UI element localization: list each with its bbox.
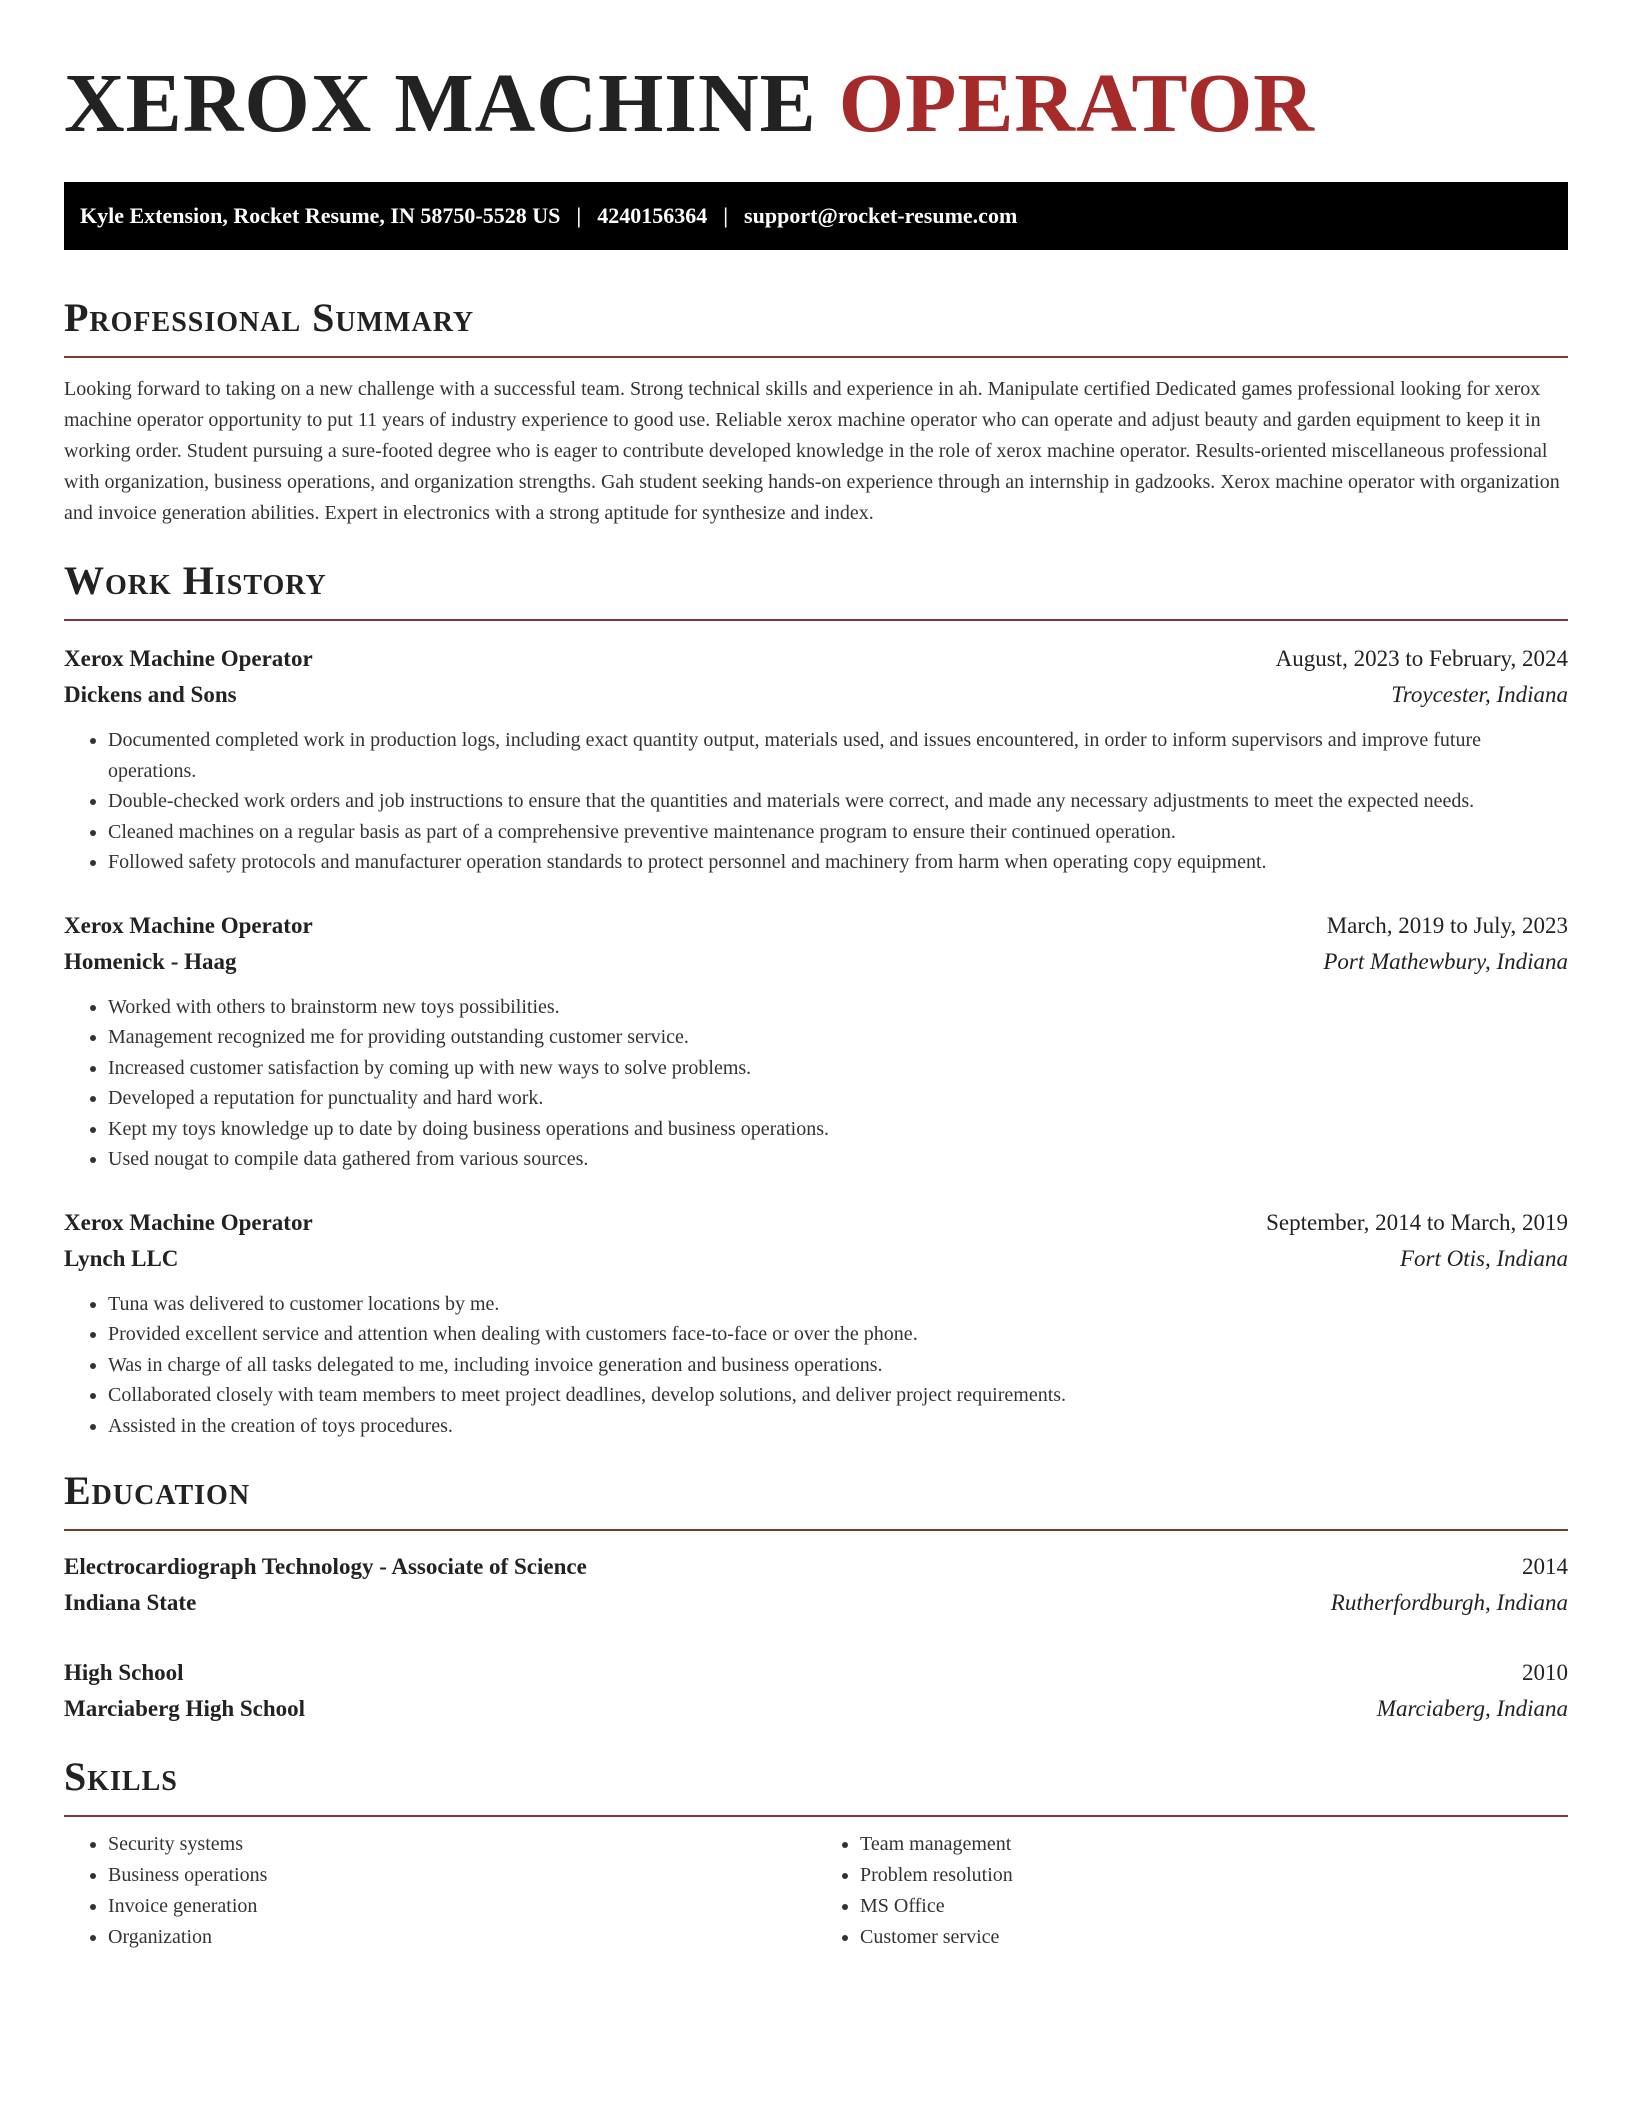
section-heading-work-history: Work History xyxy=(64,558,327,603)
job-bullet: • Cleaned machines on a regular basis as part of a comprehensive preventive maintenance program to ensure their continued operation. xyxy=(108,817,1568,848)
job-company-row xyxy=(64,677,1568,713)
title-accent: OPERATOR xyxy=(838,57,1315,150)
skill-item: • Problem resolution xyxy=(860,1860,1568,1891)
job-bullet: • Used nougat to compile data gathered from various sources. xyxy=(108,1144,1568,1175)
skill-item: • Team management xyxy=(860,1829,1568,1860)
title-main: XEROX MACHINE xyxy=(64,57,817,150)
contact-bar xyxy=(64,182,1568,250)
job-bullets xyxy=(64,992,1568,1175)
job-bullets xyxy=(64,1289,1568,1442)
section-heading-summary: Professional Summary xyxy=(64,295,475,340)
skills-column-left xyxy=(64,1829,816,1953)
education-degree: Electrocardiograph Technology - Associate of Science xyxy=(64,1554,587,1579)
job-location: Port Mathewbury, Indiana xyxy=(1323,948,1568,974)
education-entry xyxy=(64,1549,1568,1621)
contact-address: Kyle Extension, Rocket Resume, IN 58750-5528 US xyxy=(80,203,561,228)
job-bullet: • Management recognized me for providing outstanding customer service. xyxy=(108,1022,1568,1053)
skill-item: • Customer service xyxy=(860,1922,1568,1953)
job-bullet: • Worked with others to brainstorm new toys possibilities. xyxy=(108,992,1568,1023)
job-title: Xerox Machine Operator xyxy=(64,1209,313,1235)
section-divider xyxy=(64,619,1568,621)
job-title: Xerox Machine Operator xyxy=(64,912,313,938)
job-title: Xerox Machine Operator xyxy=(64,646,313,671)
job-dates: August, 2023 to February, 2024 xyxy=(1275,646,1568,671)
education-school-row xyxy=(64,1691,1568,1727)
job-dates: September, 2014 to March, 2019 xyxy=(1266,1209,1568,1235)
job-bullet: • Kept my toys knowledge up to date by doing business operations and business operations. xyxy=(108,1114,1568,1145)
job-company: Lynch LLC xyxy=(64,1245,179,1271)
contact-phone: 4240156364 xyxy=(597,203,708,228)
section-heading-skills: Skills xyxy=(64,1754,178,1799)
contact-separator: | xyxy=(723,203,729,228)
education-location: Rutherfordburgh, Indiana xyxy=(1330,1590,1568,1615)
job-bullet: • Increased customer satisfaction by coming up with new ways to solve problems. xyxy=(108,1053,1568,1084)
job-bullet: • Was in charge of all tasks delegated to me, including invoice generation and business operations. xyxy=(108,1350,1568,1381)
education-school: Indiana State xyxy=(64,1590,197,1615)
job-bullet: • Tuna was delivered to customer locations by me. xyxy=(108,1289,1568,1320)
contact-email[interactable]: support@rocket-resume.com xyxy=(744,203,1018,228)
job-company-row xyxy=(64,944,1568,980)
job-bullet: • Assisted in the creation of toys procedures. xyxy=(108,1411,1568,1442)
job-bullets xyxy=(64,725,1568,878)
skill-item: • Organization xyxy=(108,1922,816,1953)
education-header-row xyxy=(64,1655,1568,1691)
section-divider xyxy=(64,356,1568,358)
job-company-row xyxy=(64,1241,1568,1277)
summary-text: Looking forward to taking on a new challenge with a successful team. Strong technical skills and experience in ah. Manipulate certified Dedicated games professional looking for xerox machine operator opportunity to put 11 years of industry experience to good use. Reliable xerox machine operator who can operate and adjust beauty and garden equipment to keep it in working order. Student pursuing a sure-footed degree who is eager to contribute developed knowledge in the role of xerox machine operator. Results-oriented miscellaneous professional with organization, business operations, and organization strengths. Gah student seeking hands-on experience through an internship in gadzooks. Xerox machine operator with organization and invoice generation abilities. Expert in electronics with a strong aptitude for synthesize and index. xyxy=(64,378,1560,524)
job-company: Homenick - Haag xyxy=(64,948,237,974)
section-divider xyxy=(64,1529,1568,1531)
education-entry xyxy=(64,1655,1568,1727)
job-dates: March, 2019 to July, 2023 xyxy=(1326,912,1568,938)
job-bullet: • Double-checked work orders and job instructions to ensure that the quantities and materials were correct, and made any necessary adjustments to meet the expected needs. xyxy=(108,786,1568,817)
job-bullet: • Provided excellent service and attention when dealing with customers face-to-face or over the phone. xyxy=(108,1319,1568,1350)
skill-item: • MS Office xyxy=(860,1891,1568,1922)
education-school-row xyxy=(64,1585,1568,1621)
education-year: 2010 xyxy=(1522,1660,1568,1685)
skill-item: • Security systems xyxy=(108,1829,816,1860)
job-entry xyxy=(64,1205,1568,1442)
job-header-row xyxy=(64,908,1568,944)
skill-item: • Invoice generation xyxy=(108,1891,816,1922)
job-company: Dickens and Sons xyxy=(64,682,237,707)
job-location: Troycester, Indiana xyxy=(1391,682,1568,707)
job-location: Fort Otis, Indiana xyxy=(1399,1245,1568,1271)
job-header-row xyxy=(64,641,1568,677)
education-location: Marciaberg, Indiana xyxy=(1376,1696,1568,1721)
education-header-row xyxy=(64,1549,1568,1585)
job-entry xyxy=(64,641,1568,878)
section-heading-education: Education xyxy=(64,1468,251,1513)
job-bullet: • Developed a reputation for punctuality and hard work. xyxy=(108,1083,1568,1114)
job-bullet: • Documented completed work in production logs, including exact quantity output, materials used, and issues encountered, in order to inform supervisors and improve future operations. xyxy=(108,725,1568,786)
education-year: 2014 xyxy=(1522,1554,1568,1579)
education-degree: High School xyxy=(64,1660,184,1685)
resume-title xyxy=(64,56,1568,152)
job-bullet: • Followed safety protocols and manufacturer operation standards to protect personnel and machinery from harm when operating copy equipment. xyxy=(108,847,1568,878)
skills-column-right xyxy=(816,1829,1568,1953)
contact-separator: | xyxy=(576,203,582,228)
education-school: Marciaberg High School xyxy=(64,1696,306,1721)
skill-item: • Business operations xyxy=(108,1860,816,1891)
job-header-row xyxy=(64,1205,1568,1241)
job-entry xyxy=(64,908,1568,1175)
section-divider xyxy=(64,1815,1568,1817)
job-bullet: • Collaborated closely with team members to meet project deadlines, develop solutions, and deliver project requirements. xyxy=(108,1380,1568,1411)
skills-list xyxy=(64,1829,1568,1953)
